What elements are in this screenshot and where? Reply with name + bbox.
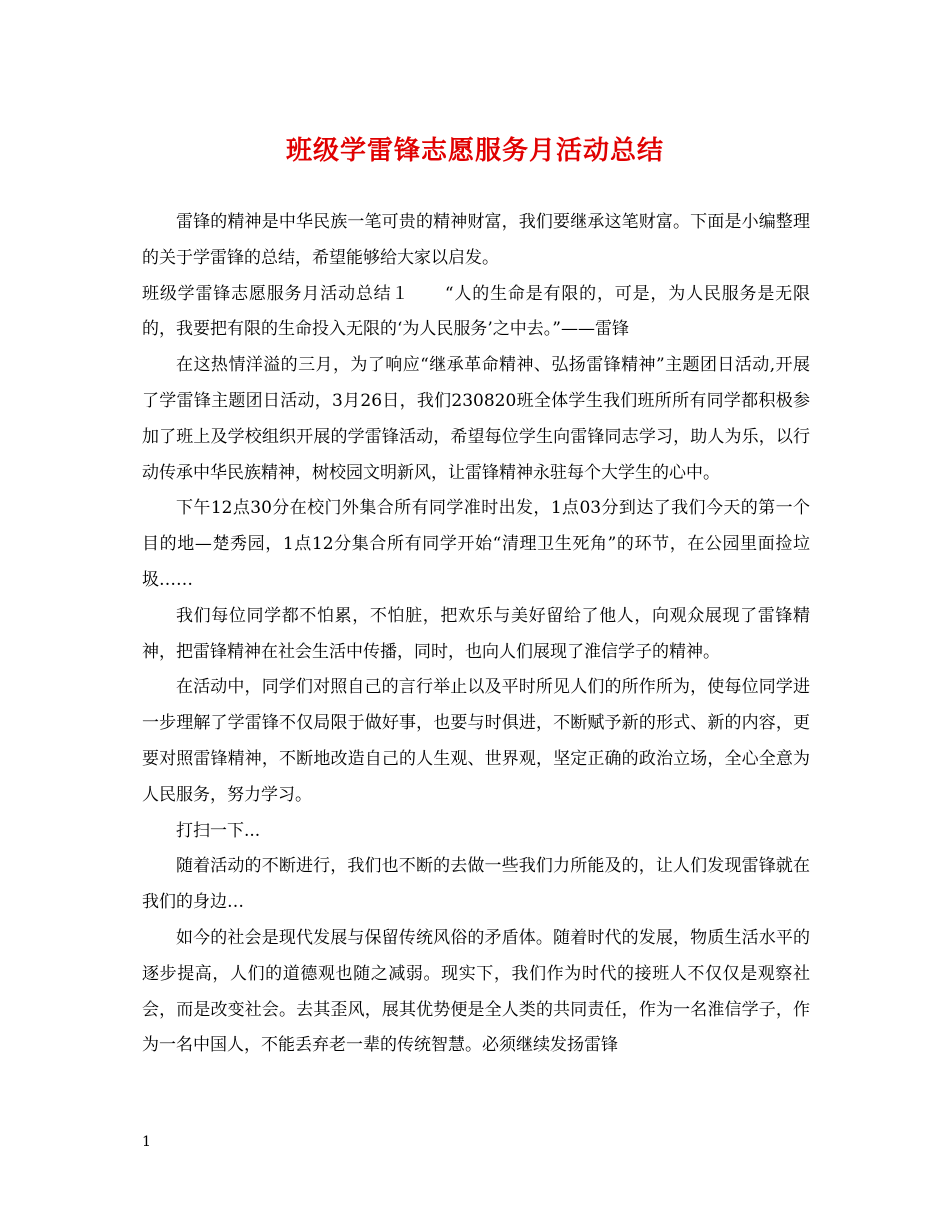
document-title: 班级学雷锋志愿服务月活动总结	[285, 136, 664, 166]
paragraph-march-activity: 在这热情洋溢的三月，为了响应“继承革命精神、弘扬雷锋精神”主题团日活动,开展了学雷锋主题团日活动，3月26日，我们230820班全体学生我们班所所有同学都积极参加了班上及学校组织开展的学雷锋活动，希望每位学生向雷锋同志学习，助人为乐，以行动传承中华民族精神，树校园文明新风，让雷锋精神永驻每个大学生的心中。	[142, 355, 810, 483]
document-body	[142, 205, 810, 1064]
paragraph-intro: 雷锋的精神是中华民族一笔可贵的精神财富，我们要继承这笔财富。下面是小编整理的关于学雷锋的总结，希望能够给大家以启发。	[142, 212, 810, 268]
paragraph-during-activity: 在活动中，同学们对照自己的言行举止以及平时所见人们的所作所为，使每位同学进一步理解了学雷锋不仅局限于做好事，也要与时俱进，不断赋予新的形式、新的内容，更要对照雷锋精神，不断地改造自己的人生观、世界观，坚定正确的政治立场，全心全意为人民服务，努力学习。	[142, 677, 810, 805]
paragraph-afternoon-schedule: 下午12点30分在校门外集合所有同学准时出发，1点03分到达了我们今天的第一个目的地—楚秀园，1点12分集合所有同学开始“清理卫生死角”的环节，在公园里面捡垃圾……	[142, 498, 810, 590]
page-number: 1	[142, 1134, 151, 1150]
paragraph-not-afraid: 我们每位同学都不怕累，不怕脏，把欢乐与美好留给了他人，向观众展现了雷锋精神，把雷锋精神在社会生活中传播，同时，也向人们展现了淮信学子的精神。	[142, 605, 810, 662]
paragraph-modern-society: 如今的社会是现代发展与保留传统风俗的矛盾体。随着时代的发展，物质生活水平的逐步提高，人们的道德观也随之减弱。现实下，我们作为时代的接班人不仅仅是观察社会，而是改变社会。去其歪风，展其优势便是全人类的共同责任，作为一名淮信学子，作为一名中国人，不能丢弃老一辈的传统智慧。必须继续发扬雷锋	[142, 927, 810, 1056]
paragraph-cleaning: 打扫一下...	[176, 820, 261, 841]
paragraph-as-activity-continues: 随着活动的不断进行，我们也不断的去做一些我们力所能及的，让人们发现雷锋就在我们的身边…	[142, 856, 810, 913]
paragraph-section-heading-quote: 班级学雷锋志愿服务月活动总结１ “人的生命是有限的，可是，为人民服务是无限的，我要把有限的生命投入无限的‘为人民服务’之中去。”——雷锋	[142, 283, 810, 340]
